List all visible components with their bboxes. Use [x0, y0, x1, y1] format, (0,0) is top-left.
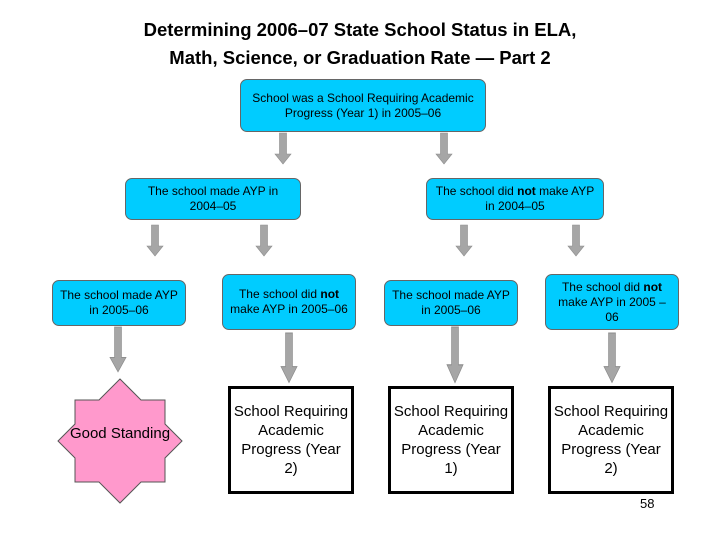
arrow-made-to-a-made [147, 225, 163, 256]
outcome-srap-year1: School Requiring Academic Progress (Year 1) [388, 386, 514, 494]
node-a-not-made-ayp-0506: The school did not make AYP in 2005–06 [222, 274, 356, 330]
node-b-made-ayp-0506: The school made AYP in 2005–06 [384, 280, 518, 326]
arrow-root-to-not-made [436, 133, 452, 164]
outcome-srap-year2-b: School Requiring Academic Progress (Year 2) [548, 386, 674, 494]
node-made-ayp-0405: The school made AYP in 2004–05 [125, 178, 301, 220]
arrow-root-to-made [275, 133, 291, 164]
arrow-to-srap-year1 [447, 327, 463, 383]
outcome-srap-year2-a: School Requiring Academic Progress (Year 2) [228, 386, 354, 494]
arrow-not-made-to-b-made [456, 225, 472, 256]
arrow-to-good-standing [110, 327, 126, 372]
arrow-to-srap-year2-a [281, 333, 297, 383]
title-line-1: Determining 2006–07 State School Status in ELA, [143, 19, 577, 40]
emphasis-not: not [517, 184, 536, 198]
node-root: School was a School Requiring Academic Progress (Year 1) in 2005–06 [240, 79, 486, 132]
title-line-2: Math, Science, or Graduation Rate — Part 2 [169, 47, 551, 68]
node-b-not-made-ayp-0506: The school did not make AYP in 2005 –06 [545, 274, 679, 330]
outcome-good-standing: Good Standing [69, 425, 171, 442]
arrow-to-srap-year2-b [604, 333, 620, 383]
page-number: 58 [640, 496, 655, 511]
arrow-not-made-to-b-not-made [568, 225, 584, 256]
node-a-made-ayp-0506: The school made AYP in 2005–06 [52, 280, 186, 326]
node-not-made-ayp-0405: The school did not make AYP in 2004–05 [426, 178, 604, 220]
arrow-made-to-a-not-made [256, 225, 272, 256]
emphasis-not: not [320, 287, 340, 301]
emphasis-not: not [643, 279, 663, 294]
